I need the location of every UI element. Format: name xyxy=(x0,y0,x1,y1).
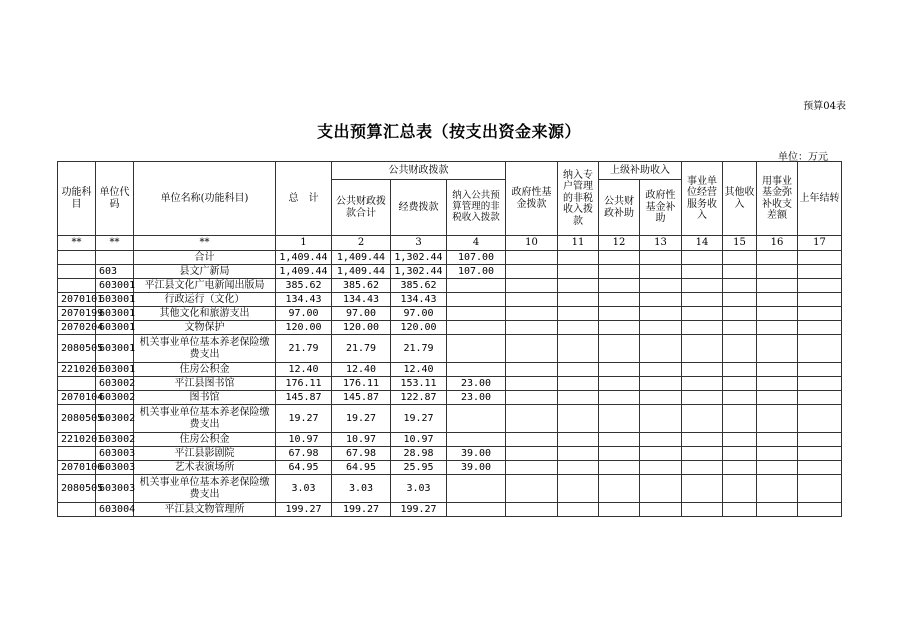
empty-cell xyxy=(640,279,682,293)
empty-cell xyxy=(599,475,640,503)
header-gov-fund: 政府性基金拨款 xyxy=(506,162,558,236)
empty-cell xyxy=(558,405,599,433)
column-index-cell: 16 xyxy=(757,236,798,251)
public-fee-cell: 3.03 xyxy=(391,475,447,503)
total-cell: 199.27 xyxy=(276,503,332,517)
empty-cell xyxy=(506,503,558,517)
unit-name-cell: 机关事业单位基本养老保险缴费支出 xyxy=(134,475,276,503)
empty-cell xyxy=(640,363,682,377)
public-total-cell: 19.27 xyxy=(332,405,391,433)
func-code-cell: 2080505 xyxy=(58,335,96,363)
public-fee-cell: 19.27 xyxy=(391,405,447,433)
empty-cell xyxy=(640,335,682,363)
empty-cell xyxy=(757,293,798,307)
total-cell: 1,409.44 xyxy=(276,251,332,265)
empty-cell xyxy=(682,447,723,461)
func-code-cell: 2080505 xyxy=(58,405,96,433)
func-code-cell: 2070204 xyxy=(58,321,96,335)
empty-cell xyxy=(682,461,723,475)
func-code-cell: 2080505 xyxy=(58,475,96,503)
column-index-cell: 2 xyxy=(332,236,391,251)
unit-code-cell: 603 xyxy=(96,265,134,279)
public-nontax-cell xyxy=(447,307,506,321)
empty-cell xyxy=(682,391,723,405)
table-row xyxy=(58,503,842,517)
unit-name-cell: 文物保护 xyxy=(134,321,276,335)
empty-cell xyxy=(723,293,757,307)
unit-name-cell: 其他文化和旅游支出 xyxy=(134,307,276,321)
empty-cell xyxy=(506,279,558,293)
header-higher-group: 上级补助收入 xyxy=(599,162,682,180)
total-cell: 385.62 xyxy=(276,279,332,293)
table-row xyxy=(58,321,842,335)
empty-cell xyxy=(723,265,757,279)
unit-name-cell: 平江县文物管理所 xyxy=(134,503,276,517)
form-number: 预算04表 xyxy=(803,101,846,112)
empty-cell xyxy=(599,405,640,433)
total-cell: 145.87 xyxy=(276,391,332,405)
column-index-cell: 14 xyxy=(682,236,723,251)
empty-cell xyxy=(506,447,558,461)
public-total-cell: 145.87 xyxy=(332,391,391,405)
empty-cell xyxy=(599,251,640,265)
empty-cell xyxy=(558,307,599,321)
empty-cell xyxy=(798,265,842,279)
unit-code-cell: 603001 xyxy=(96,293,134,307)
empty-cell xyxy=(682,475,723,503)
unit-code-cell: 603002 xyxy=(96,433,134,447)
empty-cell xyxy=(757,363,798,377)
empty-cell xyxy=(599,447,640,461)
empty-cell xyxy=(599,377,640,391)
header-higher-public: 公共财政补助 xyxy=(599,180,640,236)
table-row xyxy=(58,335,842,363)
empty-cell xyxy=(506,307,558,321)
total-cell: 134.43 xyxy=(276,293,332,307)
column-index-cell: 13 xyxy=(640,236,682,251)
empty-cell xyxy=(682,405,723,433)
func-code-cell: 2070199 xyxy=(58,307,96,321)
table-row xyxy=(58,461,842,475)
empty-cell xyxy=(599,391,640,405)
header-total: 总 计 xyxy=(276,162,332,236)
table-row xyxy=(58,475,842,503)
column-index-cell: 17 xyxy=(798,236,842,251)
public-fee-cell: 153.11 xyxy=(391,377,447,391)
empty-cell xyxy=(757,377,798,391)
public-total-cell: 67.98 xyxy=(332,447,391,461)
budget-table xyxy=(57,161,842,517)
table-row xyxy=(58,363,842,377)
empty-cell xyxy=(640,433,682,447)
public-total-cell: 10.97 xyxy=(332,433,391,447)
func-code-cell: 2210201 xyxy=(58,433,96,447)
empty-cell xyxy=(599,307,640,321)
header-fund-balance: 用事业基金弥补收支差额 xyxy=(757,162,798,236)
empty-cell xyxy=(682,503,723,517)
empty-cell xyxy=(682,293,723,307)
empty-cell xyxy=(682,377,723,391)
empty-cell xyxy=(757,251,798,265)
empty-cell xyxy=(506,335,558,363)
empty-cell xyxy=(798,391,842,405)
unit-name-cell: 机关事业单位基本养老保险缴费支出 xyxy=(134,405,276,433)
unit-code-cell: 603003 xyxy=(96,461,134,475)
empty-cell xyxy=(558,475,599,503)
public-nontax-cell: 39.00 xyxy=(447,461,506,475)
empty-cell xyxy=(723,321,757,335)
empty-cell xyxy=(640,377,682,391)
public-total-cell: 1,409.44 xyxy=(332,251,391,265)
header-func-code: 功能科目 xyxy=(58,162,96,236)
empty-cell xyxy=(798,279,842,293)
table-row xyxy=(58,447,842,461)
public-nontax-cell xyxy=(447,321,506,335)
unit-code-cell: 603001 xyxy=(96,335,134,363)
public-total-cell: 1,409.44 xyxy=(332,265,391,279)
empty-cell xyxy=(682,363,723,377)
public-nontax-cell: 107.00 xyxy=(447,251,506,265)
func-code-cell xyxy=(58,503,96,517)
func-code-cell xyxy=(58,265,96,279)
empty-cell xyxy=(640,461,682,475)
unit-code-cell xyxy=(96,251,134,265)
empty-cell xyxy=(640,503,682,517)
empty-cell xyxy=(757,279,798,293)
public-nontax-cell xyxy=(447,279,506,293)
empty-cell xyxy=(798,293,842,307)
empty-cell xyxy=(558,461,599,475)
unit-name-cell: 住房公积金 xyxy=(134,363,276,377)
empty-cell xyxy=(558,251,599,265)
empty-cell xyxy=(798,335,842,363)
empty-cell xyxy=(599,461,640,475)
unit-name-cell: 住房公积金 xyxy=(134,433,276,447)
total-cell: 67.98 xyxy=(276,447,332,461)
unit-code-cell: 603001 xyxy=(96,279,134,293)
empty-cell xyxy=(506,391,558,405)
empty-cell xyxy=(757,321,798,335)
public-fee-cell: 199.27 xyxy=(391,503,447,517)
public-fee-cell: 1,302.44 xyxy=(391,265,447,279)
empty-cell xyxy=(682,279,723,293)
total-cell: 10.97 xyxy=(276,433,332,447)
public-fee-cell: 385.62 xyxy=(391,279,447,293)
total-cell: 176.11 xyxy=(276,377,332,391)
unit-name-cell: 平江县影剧院 xyxy=(134,447,276,461)
empty-cell xyxy=(798,363,842,377)
empty-cell xyxy=(757,307,798,321)
column-index-cell: 12 xyxy=(599,236,640,251)
header-public-total: 公共财政拨款合计 xyxy=(332,180,391,236)
empty-cell xyxy=(558,363,599,377)
empty-cell xyxy=(599,503,640,517)
empty-cell xyxy=(506,377,558,391)
unit-code-cell: 603001 xyxy=(96,363,134,377)
public-fee-cell: 10.97 xyxy=(391,433,447,447)
header-public-group: 公共财政拨款 xyxy=(332,162,506,180)
public-total-cell: 64.95 xyxy=(332,461,391,475)
total-cell: 64.95 xyxy=(276,461,332,475)
empty-cell xyxy=(558,503,599,517)
func-code-cell: 2070101 xyxy=(58,293,96,307)
unit-code-cell: 603001 xyxy=(96,321,134,335)
empty-cell xyxy=(599,279,640,293)
unit-code-cell: 603002 xyxy=(96,377,134,391)
total-cell: 21.79 xyxy=(276,335,332,363)
empty-cell xyxy=(757,461,798,475)
table-row xyxy=(58,391,842,405)
unit-name-cell: 图书馆 xyxy=(134,391,276,405)
empty-cell xyxy=(757,433,798,447)
empty-cell xyxy=(723,251,757,265)
public-nontax-cell xyxy=(447,475,506,503)
empty-cell xyxy=(599,321,640,335)
total-cell: 120.00 xyxy=(276,321,332,335)
header-other-income: 其他收入 xyxy=(723,162,757,236)
header-public-fee: 经费拨款 xyxy=(391,180,447,236)
empty-cell xyxy=(723,363,757,377)
empty-cell xyxy=(506,433,558,447)
public-nontax-cell: 39.00 xyxy=(447,447,506,461)
empty-cell xyxy=(640,265,682,279)
public-nontax-cell: 107.00 xyxy=(447,265,506,279)
empty-cell xyxy=(757,335,798,363)
empty-cell xyxy=(798,251,842,265)
unit-label: 单位：万元 xyxy=(778,152,828,163)
empty-cell xyxy=(798,475,842,503)
empty-cell xyxy=(599,293,640,307)
unit-name-cell: 行政运行（文化） xyxy=(134,293,276,307)
public-nontax-cell xyxy=(447,503,506,517)
public-nontax-cell: 23.00 xyxy=(447,391,506,405)
empty-cell xyxy=(558,447,599,461)
public-nontax-cell xyxy=(447,363,506,377)
func-code-cell: 2210201 xyxy=(58,363,96,377)
empty-cell xyxy=(506,265,558,279)
column-index-cell: 1 xyxy=(276,236,332,251)
table-row xyxy=(58,307,842,321)
public-total-cell: 120.00 xyxy=(332,321,391,335)
public-fee-cell: 21.79 xyxy=(391,335,447,363)
empty-cell xyxy=(723,391,757,405)
unit-name-cell: 平江县文化广电新闻出版局 xyxy=(134,279,276,293)
empty-cell xyxy=(558,321,599,335)
public-fee-cell: 28.98 xyxy=(391,447,447,461)
public-fee-cell: 25.95 xyxy=(391,461,447,475)
public-nontax-cell xyxy=(447,433,506,447)
unit-code-cell: 603004 xyxy=(96,503,134,517)
public-fee-cell: 120.00 xyxy=(391,321,447,335)
empty-cell xyxy=(682,433,723,447)
public-fee-cell: 1,302.44 xyxy=(391,251,447,265)
public-total-cell: 3.03 xyxy=(332,475,391,503)
header-unit-code: 单位代码 xyxy=(96,162,134,236)
func-code-cell xyxy=(58,279,96,293)
unit-code-cell: 603001 xyxy=(96,307,134,321)
empty-cell xyxy=(640,321,682,335)
public-total-cell: 21.79 xyxy=(332,335,391,363)
empty-cell xyxy=(682,321,723,335)
public-nontax-cell xyxy=(447,335,506,363)
empty-cell xyxy=(506,475,558,503)
empty-cell xyxy=(558,335,599,363)
public-total-cell: 12.40 xyxy=(332,363,391,377)
empty-cell xyxy=(798,377,842,391)
empty-cell xyxy=(640,391,682,405)
table-row xyxy=(58,433,842,447)
public-total-cell: 176.11 xyxy=(332,377,391,391)
empty-cell xyxy=(558,265,599,279)
unit-name-cell: 平江县图书馆 xyxy=(134,377,276,391)
unit-code-cell: 603003 xyxy=(96,447,134,461)
public-nontax-cell xyxy=(447,293,506,307)
column-index-cell: 10 xyxy=(506,236,558,251)
unit-name-cell: 艺术表演场所 xyxy=(134,461,276,475)
empty-cell xyxy=(723,447,757,461)
empty-cell xyxy=(558,279,599,293)
empty-cell xyxy=(798,447,842,461)
total-cell: 12.40 xyxy=(276,363,332,377)
empty-cell xyxy=(798,405,842,433)
unit-code-cell: 603002 xyxy=(96,391,134,405)
empty-cell xyxy=(723,503,757,517)
header-higher-fund: 政府性基金补助 xyxy=(640,180,682,236)
empty-cell xyxy=(723,335,757,363)
column-index-cell: ** xyxy=(134,236,276,251)
public-fee-cell: 122.87 xyxy=(391,391,447,405)
unit-name-cell: 县文广新局 xyxy=(134,265,276,279)
header-special-nontax: 纳入专户管理的非税收入拨款 xyxy=(558,162,599,236)
column-index-row xyxy=(58,236,842,251)
empty-cell xyxy=(558,391,599,405)
table-row xyxy=(58,405,842,433)
public-total-cell: 199.27 xyxy=(332,503,391,517)
empty-cell xyxy=(506,405,558,433)
column-index-cell: 11 xyxy=(558,236,599,251)
empty-cell xyxy=(723,307,757,321)
empty-cell xyxy=(506,293,558,307)
table-row xyxy=(58,279,842,293)
func-code-cell: 2070104 xyxy=(58,391,96,405)
empty-cell xyxy=(558,377,599,391)
unit-code-cell: 603002 xyxy=(96,405,134,433)
empty-cell xyxy=(757,447,798,461)
header-last-year: 上年结转 xyxy=(798,162,842,236)
table-row xyxy=(58,377,842,391)
empty-cell xyxy=(599,433,640,447)
empty-cell xyxy=(723,377,757,391)
empty-cell xyxy=(599,363,640,377)
empty-cell xyxy=(682,307,723,321)
empty-cell xyxy=(640,475,682,503)
public-fee-cell: 134.43 xyxy=(391,293,447,307)
func-code-cell xyxy=(58,447,96,461)
empty-cell xyxy=(599,265,640,279)
func-code-cell xyxy=(58,251,96,265)
empty-cell xyxy=(757,391,798,405)
empty-cell xyxy=(757,503,798,517)
empty-cell xyxy=(798,433,842,447)
column-index-cell: 15 xyxy=(723,236,757,251)
total-cell: 3.03 xyxy=(276,475,332,503)
column-index-cell: 4 xyxy=(447,236,506,251)
empty-cell xyxy=(640,447,682,461)
empty-cell xyxy=(506,363,558,377)
empty-cell xyxy=(640,251,682,265)
empty-cell xyxy=(723,279,757,293)
unit-name-cell: 合计 xyxy=(134,251,276,265)
empty-cell xyxy=(798,461,842,475)
empty-cell xyxy=(506,251,558,265)
empty-cell xyxy=(757,265,798,279)
empty-cell xyxy=(798,307,842,321)
column-index-cell: 3 xyxy=(391,236,447,251)
unit-code-cell: 603003 xyxy=(96,475,134,503)
page-title: 支出预算汇总表（按支出资金来源） xyxy=(316,122,581,141)
empty-cell xyxy=(723,405,757,433)
empty-cell xyxy=(757,475,798,503)
empty-cell xyxy=(558,293,599,307)
empty-cell xyxy=(640,293,682,307)
table-row xyxy=(58,293,842,307)
total-cell: 1,409.44 xyxy=(276,265,332,279)
header-public-nontax: 纳入公共预算管理的非税收入拨款 xyxy=(447,180,506,236)
total-cell: 19.27 xyxy=(276,405,332,433)
empty-cell xyxy=(723,433,757,447)
empty-cell xyxy=(723,461,757,475)
public-nontax-cell: 23.00 xyxy=(447,377,506,391)
public-nontax-cell xyxy=(447,405,506,433)
public-total-cell: 134.43 xyxy=(332,293,391,307)
func-code-cell: 2070106 xyxy=(58,461,96,475)
empty-cell xyxy=(599,335,640,363)
total-cell: 97.00 xyxy=(276,307,332,321)
empty-cell xyxy=(798,321,842,335)
empty-cell xyxy=(757,405,798,433)
empty-cell xyxy=(682,265,723,279)
column-index-cell: ** xyxy=(58,236,96,251)
public-fee-cell: 12.40 xyxy=(391,363,447,377)
empty-cell xyxy=(640,307,682,321)
table-row xyxy=(58,251,842,265)
empty-cell xyxy=(558,433,599,447)
func-code-cell xyxy=(58,377,96,391)
public-fee-cell: 97.00 xyxy=(391,307,447,321)
empty-cell xyxy=(506,321,558,335)
column-index-cell: ** xyxy=(96,236,134,251)
empty-cell xyxy=(682,251,723,265)
public-total-cell: 97.00 xyxy=(332,307,391,321)
unit-name-cell: 机关事业单位基本养老保险缴费支出 xyxy=(134,335,276,363)
empty-cell xyxy=(640,405,682,433)
header-unit-name: 单位名称(功能科目) xyxy=(134,162,276,236)
header-biz-income: 事业单位经营服务收入 xyxy=(682,162,723,236)
public-total-cell: 385.62 xyxy=(332,279,391,293)
empty-cell xyxy=(682,335,723,363)
empty-cell xyxy=(723,475,757,503)
empty-cell xyxy=(506,461,558,475)
empty-cell xyxy=(798,503,842,517)
table-row xyxy=(58,265,842,279)
